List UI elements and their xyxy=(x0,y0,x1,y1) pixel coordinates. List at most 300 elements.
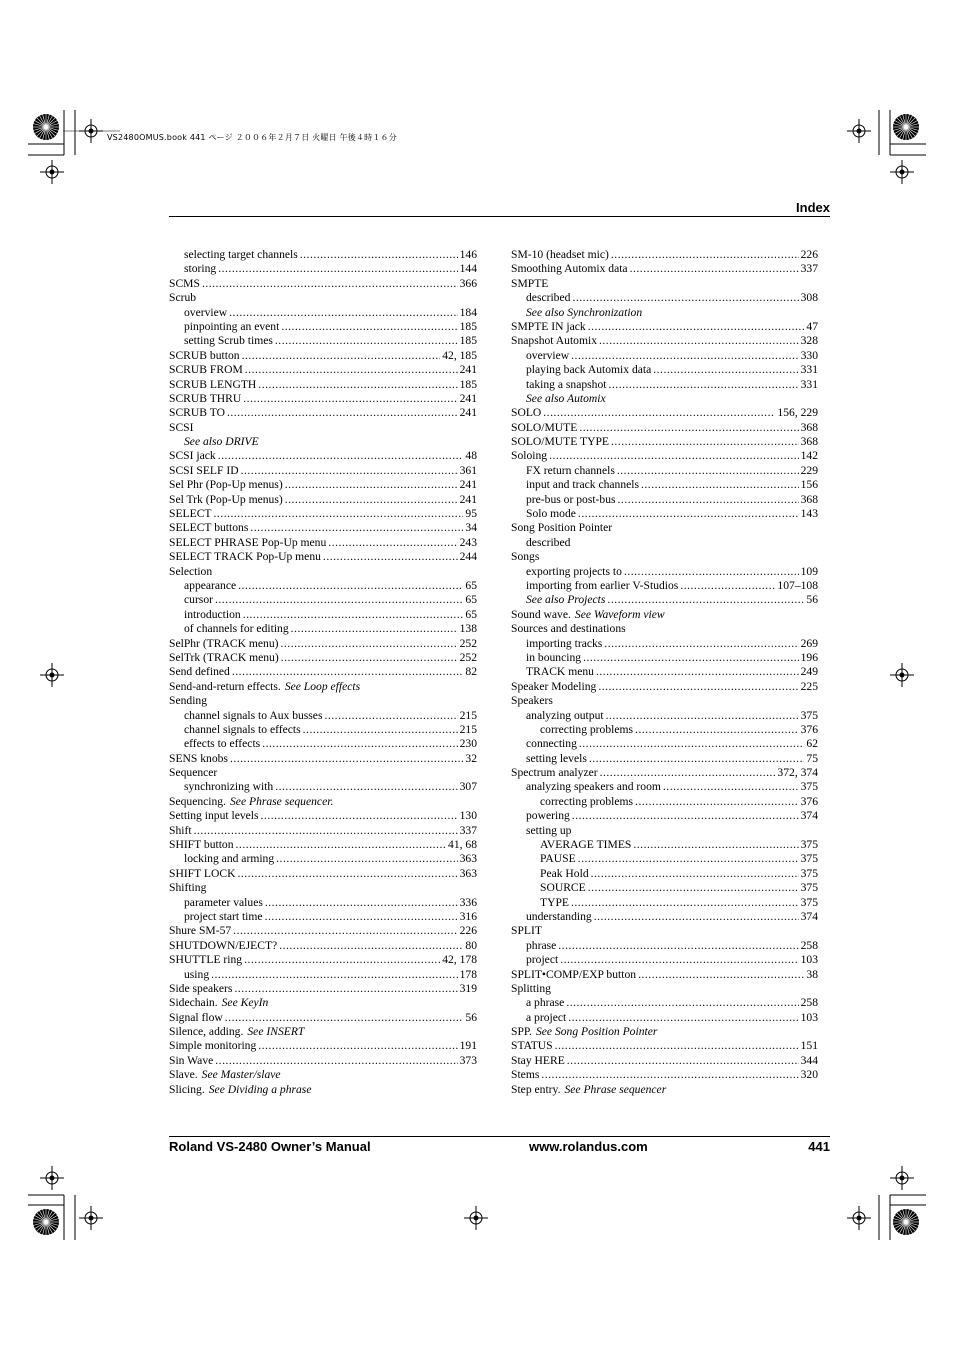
index-entry xyxy=(169,320,477,334)
entry-term: locking and arming xyxy=(184,852,275,866)
page-reference: 191 xyxy=(459,1039,477,1053)
cross-reference: See Waveform view xyxy=(574,607,665,621)
page-reference: 56 xyxy=(465,1010,477,1024)
entry-term: SCRUB FROM xyxy=(169,363,243,377)
page-reference: 184 xyxy=(459,305,477,319)
entry-term: described xyxy=(526,535,571,549)
page-reference: 368 xyxy=(800,492,818,506)
dot-leader xyxy=(572,809,799,823)
dot-leader xyxy=(571,896,799,910)
page-reference: 258 xyxy=(800,996,818,1010)
rosette-center xyxy=(44,125,48,129)
dot-leader xyxy=(281,637,458,651)
entry-term: Stems xyxy=(511,1068,540,1082)
index-entry xyxy=(169,795,477,809)
cross-reference: See INSERT xyxy=(247,1025,305,1039)
entry-term: SCRUB LENGTH xyxy=(169,377,257,391)
page-reference: 185 xyxy=(459,334,477,348)
entry-term: Side speakers xyxy=(169,981,233,995)
page-reference: 130 xyxy=(459,809,477,823)
entry-term: Speakers xyxy=(511,694,553,708)
entry-term: Speaker Modeling xyxy=(511,679,597,693)
dot-leader xyxy=(641,478,799,492)
index-entry xyxy=(511,435,818,449)
page-reference: 215 xyxy=(459,708,477,722)
page-reference: 65 xyxy=(465,607,477,621)
dot-leader xyxy=(566,996,798,1010)
entry-term: pre-bus or post-bus xyxy=(526,492,616,506)
dot-leader xyxy=(215,593,463,607)
index-entry xyxy=(169,723,477,737)
index-entry xyxy=(511,896,818,910)
index-entry xyxy=(169,996,477,1010)
entry-term: Signal flow xyxy=(169,1010,223,1024)
index-entry xyxy=(511,780,818,794)
index-entry xyxy=(169,867,477,881)
dot-leader xyxy=(244,953,440,967)
page-reference: 107–108 xyxy=(777,578,818,592)
index-entry xyxy=(511,809,818,823)
dot-leader xyxy=(571,349,798,363)
page-reference: 337 xyxy=(459,823,477,837)
index-entry xyxy=(169,1054,477,1068)
entry-term: SHIFT button xyxy=(169,838,234,852)
index-entry xyxy=(511,579,818,593)
page-reference: 229 xyxy=(800,463,818,477)
dot-leader xyxy=(281,320,457,334)
entry-term: a project xyxy=(526,1010,567,1024)
dot-leader xyxy=(607,593,804,607)
entry-term: playing back Automix data xyxy=(526,363,652,377)
index-entry xyxy=(511,795,818,809)
dot-leader xyxy=(594,910,799,924)
index-entry xyxy=(169,809,477,823)
entry-term: SOLO/MUTE TYPE xyxy=(511,435,610,449)
page-reference: 375 xyxy=(800,708,818,722)
entry-term: PAUSE xyxy=(540,852,576,866)
page-reference: 363 xyxy=(459,852,477,866)
index-entry xyxy=(511,910,818,924)
cross-reference: See Loop effects xyxy=(284,679,361,693)
index-entry xyxy=(169,910,477,924)
page-reference: 196 xyxy=(800,650,818,664)
entry-term: phrase xyxy=(526,938,557,952)
index-entry xyxy=(169,608,477,622)
footer-rule xyxy=(169,1136,830,1137)
entry-term: SCRUB TO xyxy=(169,406,225,420)
dot-leader xyxy=(214,507,464,521)
index-entry xyxy=(169,248,477,262)
index-entry xyxy=(511,593,818,607)
index-entry xyxy=(169,881,477,895)
page-reference: 308 xyxy=(800,291,818,305)
entry-term: input and track channels xyxy=(526,478,639,492)
index-entry xyxy=(169,982,477,996)
index-entry xyxy=(169,838,477,852)
index-entry xyxy=(511,1039,818,1053)
index-entry xyxy=(169,939,477,953)
dot-leader xyxy=(243,608,464,622)
index-entry xyxy=(511,378,818,392)
entry-term: storing xyxy=(184,262,217,276)
entry-term: Sel Trk (Pop-Up menus) xyxy=(169,492,283,506)
page-reference: 144 xyxy=(459,262,477,276)
dot-leader xyxy=(680,579,775,593)
index-entry xyxy=(169,780,477,794)
entry-term: Step entry. xyxy=(511,1082,561,1096)
dot-leader xyxy=(291,622,458,636)
page-reference: 243 xyxy=(459,535,477,549)
index-entry xyxy=(169,824,477,838)
index-entry xyxy=(511,277,818,291)
index-entry xyxy=(169,1039,477,1053)
dot-leader xyxy=(663,780,799,794)
page-reference: 65 xyxy=(465,593,477,607)
entry-term: SELECT buttons xyxy=(169,521,249,535)
cross-reference: See Phrase sequencer xyxy=(564,1082,667,1096)
dot-leader xyxy=(579,737,805,751)
target-mark-dot xyxy=(857,1216,862,1221)
entry-term: pinpointing an event xyxy=(184,319,280,333)
page-reference: 375 xyxy=(800,881,818,895)
index-entry xyxy=(169,665,477,679)
entry-term: setting Scrub times xyxy=(184,334,273,348)
index-entry xyxy=(511,306,818,320)
index-entry xyxy=(169,1068,477,1082)
entry-term: AVERAGE TIMES xyxy=(540,838,632,852)
dot-leader xyxy=(232,665,464,679)
page-reference: 319 xyxy=(459,981,477,995)
page-reference: 62 xyxy=(806,737,818,751)
index-entry xyxy=(511,924,818,938)
index-entry xyxy=(169,435,477,449)
page-reference: 146 xyxy=(459,248,477,261)
index-entry xyxy=(511,651,818,665)
page-reference: 316 xyxy=(459,909,477,923)
entry-term: in bouncing xyxy=(526,650,582,664)
dot-leader xyxy=(218,449,464,463)
dot-leader xyxy=(230,752,463,766)
index-entry xyxy=(169,363,477,377)
dot-leader xyxy=(598,680,798,694)
entry-term: SPLIT xyxy=(511,924,542,938)
dot-leader xyxy=(236,838,446,852)
page-reference: 374 xyxy=(800,909,818,923)
dot-leader xyxy=(258,1039,457,1053)
entry-term: using xyxy=(184,967,210,981)
index-entry xyxy=(169,896,477,910)
entry-term: SCSI jack xyxy=(169,449,216,463)
page-reference: 372, 374 xyxy=(777,766,818,780)
index-entry xyxy=(511,1083,818,1097)
page-reference: 82 xyxy=(465,665,477,679)
cross-reference: See also Synchronization xyxy=(526,305,643,319)
page-reference: 42, 178 xyxy=(442,953,477,967)
entry-term: SCRUB THRU xyxy=(169,391,242,405)
page-reference: 241 xyxy=(459,391,477,405)
dot-leader xyxy=(229,306,457,320)
entry-term: selecting target channels xyxy=(184,248,298,261)
index-entry xyxy=(511,334,818,348)
index-entry xyxy=(169,924,477,938)
entry-term: correcting problems xyxy=(540,722,634,736)
entry-term: SENS knobs xyxy=(169,751,228,765)
page-reference: 38 xyxy=(806,967,818,981)
index-entry xyxy=(511,478,818,492)
page-reference: 48 xyxy=(465,449,477,463)
entry-term: Peak Hold xyxy=(540,866,589,880)
dot-leader xyxy=(261,809,458,823)
dot-leader xyxy=(572,291,798,305)
index-entry xyxy=(169,449,477,463)
index-entry xyxy=(511,291,818,305)
dot-leader xyxy=(596,665,799,679)
index-entry xyxy=(511,709,818,723)
page-reference: 75 xyxy=(806,751,818,765)
dot-leader xyxy=(617,464,799,478)
entry-term: TYPE xyxy=(540,895,569,909)
index-entry xyxy=(169,680,477,694)
dot-leader xyxy=(578,507,799,521)
index-entry xyxy=(511,737,818,751)
entry-term: Send-and-return effects. xyxy=(169,679,281,693)
entry-term: project start time xyxy=(184,909,263,923)
dot-leader xyxy=(300,248,458,262)
index-entry xyxy=(169,637,477,651)
entry-term: effects to effects xyxy=(184,737,261,751)
dot-leader xyxy=(567,1054,799,1068)
dot-leader xyxy=(624,565,799,579)
page-reference: 331 xyxy=(800,363,818,377)
entry-term: Smoothing Automix data xyxy=(511,262,628,276)
page-reference: 142 xyxy=(800,449,818,463)
entry-term: SMPTE IN jack xyxy=(511,319,586,333)
page-reference: 230 xyxy=(459,737,477,751)
dot-leader xyxy=(328,536,457,550)
dot-leader xyxy=(285,493,458,507)
entry-term: exporting projects to xyxy=(526,564,622,578)
entry-term: of channels for editing xyxy=(184,622,289,636)
dot-leader xyxy=(583,651,799,665)
index-entry xyxy=(511,968,818,982)
dot-leader xyxy=(258,378,457,392)
entry-term: parameter values xyxy=(184,895,263,909)
page-reference: 56 xyxy=(806,593,818,607)
entry-term: SM-10 (headset mic) xyxy=(511,248,609,261)
index-entry xyxy=(169,507,477,521)
dot-leader xyxy=(233,924,457,938)
dot-leader xyxy=(591,867,799,881)
page-reference: 156 xyxy=(800,478,818,492)
entry-term: powering xyxy=(526,809,570,823)
cross-reference: See Phrase sequencer. xyxy=(230,794,334,808)
index-entry xyxy=(169,306,477,320)
index-entry xyxy=(511,996,818,1010)
index-column-left xyxy=(169,248,477,1097)
index-entry xyxy=(511,565,818,579)
index-column-right xyxy=(511,248,818,1097)
index-entry xyxy=(169,262,477,276)
page-reference: 331 xyxy=(800,377,818,391)
dot-leader xyxy=(568,1011,798,1025)
dot-leader xyxy=(234,982,457,996)
entry-term: Sending xyxy=(169,694,208,708)
dot-leader xyxy=(555,1039,799,1053)
rosette-center xyxy=(44,1220,48,1224)
entry-term: correcting problems xyxy=(540,794,634,808)
entry-term: cursor xyxy=(184,593,213,607)
page-reference: 374 xyxy=(800,809,818,823)
index-entry xyxy=(169,622,477,636)
entry-term: Sources and destinations xyxy=(511,622,626,636)
entry-term: analyzing speakers and room xyxy=(526,780,661,794)
page-reference: 373 xyxy=(459,1053,477,1067)
page-reference: 252 xyxy=(459,650,477,664)
index-entry xyxy=(169,968,477,982)
index-entry xyxy=(511,881,818,895)
index-entry xyxy=(169,464,477,478)
entry-term: Soloing xyxy=(511,449,548,463)
index-entry xyxy=(169,694,477,708)
dot-leader xyxy=(543,406,775,420)
entry-term: Selection xyxy=(169,564,213,578)
index-entry xyxy=(169,378,477,392)
page-reference: 185 xyxy=(459,319,477,333)
index-entry xyxy=(169,1083,477,1097)
index-entry xyxy=(511,363,818,377)
index-entry xyxy=(511,493,818,507)
target-mark-dot xyxy=(857,129,862,134)
page-reference: 366 xyxy=(459,276,477,290)
page-reference: 376 xyxy=(800,722,818,736)
index-entry xyxy=(169,1011,477,1025)
dot-leader xyxy=(653,363,798,377)
entry-term: Sel Phr (Pop-Up menus) xyxy=(169,478,283,492)
entry-term: overview xyxy=(184,305,228,319)
dot-leader xyxy=(599,334,799,348)
entry-term: SELECT xyxy=(169,507,212,521)
page-reference: 143 xyxy=(800,507,818,521)
index-entry xyxy=(511,637,818,651)
print-slug-line: VS2480OMUS.book 441 ページ ２００６年２月７日 火曜日 午後４時１６分 xyxy=(107,133,397,142)
index-entry xyxy=(511,838,818,852)
index-entry xyxy=(169,737,477,751)
dot-leader xyxy=(558,939,798,953)
index-entry xyxy=(511,464,818,478)
entry-term: SELECT TRACK Pop-Up menu xyxy=(169,550,321,564)
target-mark-dot xyxy=(900,673,905,678)
entry-term: SelPhr (TRACK menu) xyxy=(169,636,279,650)
entry-term: Sin Wave xyxy=(169,1053,214,1067)
page-reference: 80 xyxy=(465,938,477,952)
dot-leader xyxy=(638,968,804,982)
entry-term: analyzing output xyxy=(526,708,604,722)
dot-leader xyxy=(194,824,458,838)
dot-leader xyxy=(588,320,805,334)
index-entry xyxy=(169,291,477,305)
dot-leader xyxy=(578,852,799,866)
cross-reference: See also DRIVE xyxy=(184,435,259,449)
page-reference: 47 xyxy=(806,319,818,333)
entry-term: channel signals to effects xyxy=(184,722,301,736)
dot-leader xyxy=(606,709,799,723)
index-entry xyxy=(169,766,477,780)
page-reference: 42, 185 xyxy=(442,348,477,362)
page-reference: 375 xyxy=(800,838,818,852)
index-entry xyxy=(511,766,818,780)
index-entry xyxy=(169,550,477,564)
entry-term: Setting input levels xyxy=(169,809,259,823)
entry-term: Solo mode xyxy=(526,507,576,521)
page-reference: 185 xyxy=(459,377,477,391)
index-entry xyxy=(169,1025,477,1039)
dot-leader xyxy=(618,493,799,507)
dot-leader xyxy=(215,1054,457,1068)
entry-term: SMPTE xyxy=(511,276,549,290)
page-reference: 109 xyxy=(800,564,818,578)
dot-leader xyxy=(604,637,798,651)
dot-leader xyxy=(241,464,458,478)
index-entry xyxy=(169,421,477,435)
target-mark-dot xyxy=(50,170,55,175)
index-entry xyxy=(511,248,818,262)
entry-term: understanding xyxy=(526,909,592,923)
entry-term: connecting xyxy=(526,737,577,751)
index-entry xyxy=(511,723,818,737)
target-mark-dot xyxy=(89,1216,94,1221)
dot-leader xyxy=(276,852,457,866)
page-reference: 241 xyxy=(459,492,477,506)
dot-leader xyxy=(281,651,458,665)
index-entry xyxy=(511,852,818,866)
dot-leader xyxy=(225,1011,464,1025)
dot-leader xyxy=(611,248,799,262)
page-reference: 368 xyxy=(800,435,818,449)
index-entry xyxy=(169,406,477,420)
page-reference: 361 xyxy=(459,463,477,477)
page-reference: 249 xyxy=(800,665,818,679)
dot-leader xyxy=(635,795,799,809)
index-entry xyxy=(511,392,818,406)
page-number: 441 xyxy=(808,1139,830,1154)
entry-term: SHIFT LOCK xyxy=(169,866,236,880)
index-entry xyxy=(511,1054,818,1068)
index-entry xyxy=(169,392,477,406)
entry-term: appearance xyxy=(184,578,237,592)
dot-leader xyxy=(323,550,458,564)
dot-leader xyxy=(218,262,457,276)
index-entry xyxy=(169,493,477,507)
entry-term: SCSI xyxy=(169,420,194,434)
page-reference: 337 xyxy=(800,262,818,276)
entry-term: FX return channels xyxy=(526,463,615,477)
entry-term: SOURCE xyxy=(540,881,586,895)
entry-term: SHUTTLE ring xyxy=(169,953,243,967)
page-reference: 307 xyxy=(459,780,477,794)
index-entry xyxy=(169,478,477,492)
entry-term: STATUS xyxy=(511,1039,553,1053)
entry-term: Snapshot Automix xyxy=(511,334,597,348)
dot-leader xyxy=(611,435,799,449)
index-entry xyxy=(511,680,818,694)
index-entry xyxy=(511,665,818,679)
entry-term: Song Position Pointer xyxy=(511,521,613,535)
index-entry xyxy=(511,406,818,420)
entry-term: TRACK menu xyxy=(526,665,594,679)
dot-leader xyxy=(265,896,458,910)
index-entry xyxy=(511,421,818,435)
index-entry xyxy=(511,752,818,766)
